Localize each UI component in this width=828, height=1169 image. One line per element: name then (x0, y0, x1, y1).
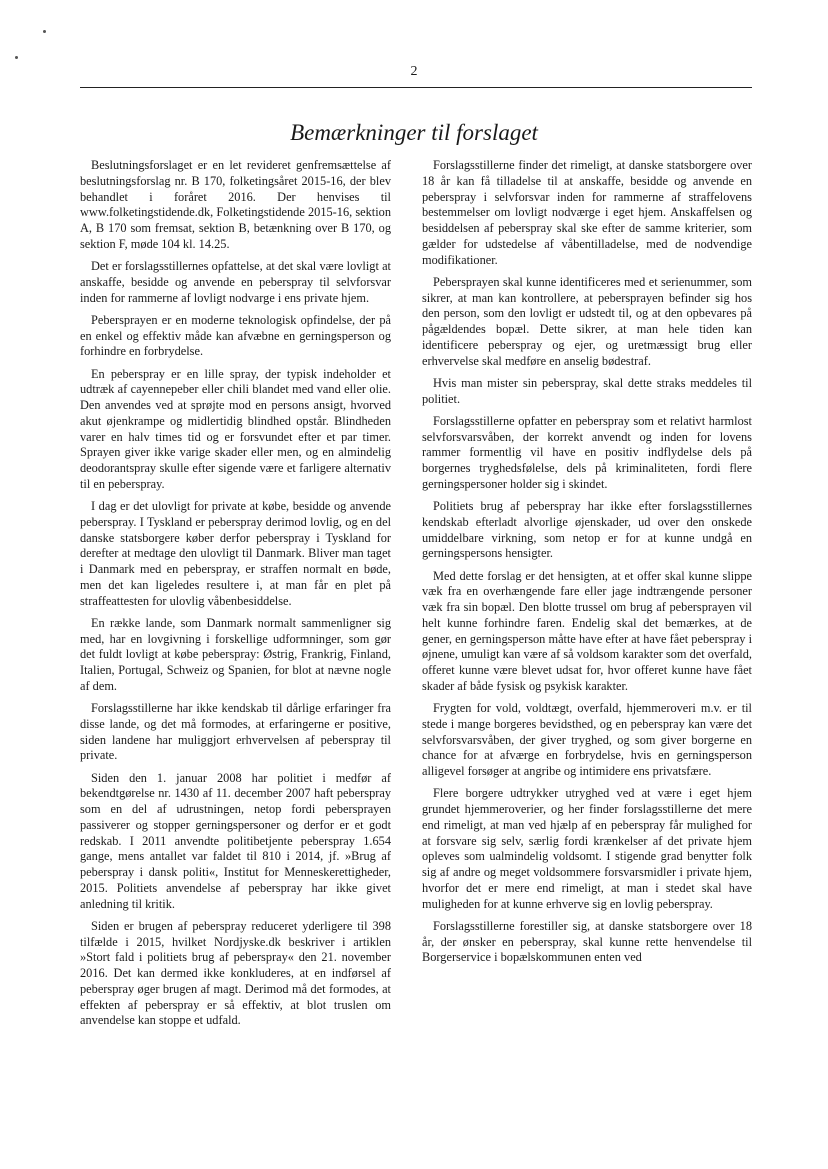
left-column (80, 158, 391, 1036)
paragraph: Siden den 1. januar 2008 har politiet i medfør af bekendtgørelse nr. 1430 af 11. december 2007 haft peberspray som en del af udrustningen, netop fordi pebersprayen passiverer og stopper gerningspersoner og derfor er et godt redskab. I 2011 anvendte politibetjente peberspray 1.654 gange, mens antallet var faldet til 810 i 2014, jf. »Brug af peberspray i dansk politi«, Institut for Menneskerettigheder, 2015. Politiets anvendelse af peberspray har ikke givet anledning til kritik. (80, 770, 391, 911)
paragraph: Forslagsstillerne har ikke kendskab til dårlige erfaringer fra disse lande, og det må formodes, at erfaringerne er positive, siden landene har muliggjort erhvervelsen af peberspray til private. (80, 701, 391, 763)
scan-speck (43, 30, 46, 33)
header-rule (80, 87, 752, 88)
right-column (422, 158, 752, 973)
paragraph: Flere borgere udtrykker utryghed ved at være i eget hjem grundet hjemmeroverier, og her finder forslagsstillerne det mere end rimeligt, at man ved hjælp af en peberspray får mulighed for at forsvare sig selv, særlig fordi krænkelser af det private hjem opleves som ualmindelig voldsomt. I stigende grad benytter folk sig af andre og meget voldsommere forsvarsmidler i private hjem, hvorfor det er mere end rimeligt, at man i stedet skal have muligheden for at kunne erhverve sig en lovlig peberspray. (422, 786, 752, 911)
paragraph: Med dette forslag er det hensigten, at et offer skal kunne slippe væk fra en overhængende fare eller jage indtrængende personer væk fra sin bopæl. Den blotte trussel om brug af pebersprayen vil helt kunne forhindre faren. Endelig skal det bemærkes, at de gener, en gerningsperson måtte have efter at have fået peberspray i øjnene, umuligt kan være af så voldsom karakter som det overfald, offeret kunne være blevet udsat for, hvor offeret kunne have fået skader af både fysisk og psykisk karakter. (422, 568, 752, 693)
paragraph: Forslagsstillerne finder det rimeligt, at danske statsborgere over 18 år kan få tilladelse til at anskaffe, besidde og anvende en peberspray i selvforsvar inden for rammerne af straffelovens bestemmelser om lovligt nodværge i eget hjem. Anskaffelsen og besiddelsen af peberspray skal ske efter de samme kriterier, som gælder for udstedelse af våbentilladelse, med de nodvendige modifikationer. (422, 158, 752, 267)
page-number: 2 (410, 64, 418, 79)
section-title: Bemærkninger til forslaget (290, 120, 538, 145)
paragraph: En række lande, som Danmark normalt sammenligner sig med, har en lovgivning i forskellige udformninger, som gør det fuldt lovligt at købe peberspray: Østrig, Frankrig, Finland, Italien, Portugal, Schweiz og Spanien, for blot at nævne nogle af dem. (80, 615, 391, 693)
paragraph: I dag er det ulovligt for private at købe, besidde og anvende peberspray. I Tyskland er peberspray derimod lovlig, og en del danske statsborgere køber derfor peberspray i Tyskland for derefter at medtage den ulovligt til Danmark. Bliver man taget i Danmark med en peberspray, er straffen normalt en bøde, men det kan ligeledes resultere i, at man får en plet på straffeattesten for ulovlig våbenbesiddelse. (80, 499, 391, 608)
paragraph: Beslutningsforslaget er en let revideret genfremsættelse af beslutningsforslag nr. B 170, folketingsåret 2015-16, der blev behandlet i foråret 2016. Der henvises til www.folketingstidende.dk, Folketingstidende 2015-16, sektion A, B 170 som fremsat, sektion B, betænkning over B 170, og sektion F, møde 104 kl. 14.25. (80, 158, 391, 251)
paragraph: Forslagsstillerne opfatter en peberspray som et relativt harmlost selvforsvarsvåben, der korrekt anvendt og inden for lovens rammer formentlig vil have en positiv indflydelse dels på borgernes tryghedsfølelse, dels på kriminaliteten, fordi flere gerningspersoner holder sig i skindet. (422, 413, 752, 491)
paragraph: Det er forslagsstillernes opfattelse, at det skal være lovligt at anskaffe, besidde og anvende en peberspray til selvforsvar inden for rammerne af lovligt nodvarge i ens private hjem. (80, 259, 391, 305)
paragraph: Pebersprayen er en moderne teknologisk opfindelse, der på en enkel og effektiv måde kan afvæbne en gerningsperson og forhindre en forbrydelse. (80, 312, 391, 359)
paragraph: Forslagsstillerne forestiller sig, at danske statsborgere over 18 år, der ønsker en peberspray, skal kunne rette henvendelse til Borgerservice i bopælskommunen enten ved (422, 918, 752, 965)
paragraph: Hvis man mister sin peberspray, skal dette straks meddeles til politiet. (422, 375, 752, 406)
paragraph: Siden er brugen af peberspray reduceret yderligere til 398 tilfælde i 2015, hvilket Nordjyske.dk beskriver i artiklen »Stort fald i politiets brug af peberspray« den 21. november 2016. Det kan dermed ikke konkluderes, at en indførsel af peberspray øger brugen af magt. Derimod må det formodes, at effekten af peberspray er så effektiv, at blot truslen om anvendelse kan stoppe et udfald. (80, 918, 391, 1028)
paragraph: Politiets brug af peberspray har ikke efter forslagsstillernes kendskab efterladt alvorlige øjenskader, ud over den onskede umiddelbare virkning, som netop er for at kunne undgå en gerningspersons hensigter. (422, 499, 752, 561)
paragraph: Frygten for vold, voldtægt, overfald, hjemmeroveri m.v. er til stede i mange borgeres bevidsthed, og en peberspray kan være det selvforsvarsvåben, der giver tryghed, og som giver borgerne en chance for at afværge en forbrydelse, hvis en gerningsperson alligevel forsøger at angribe og intimidere ens privatsfære. (422, 701, 752, 778)
paragraph: Pebersprayen skal kunne identificeres med et serienummer, som sikrer, at man kan kontrollere, at pebersprayen befinder sig hos den person, som den lovligt er udstedt til, og at den opbevares på pågældendes bopæl. Dette sikrer, at man hele tiden kan identificere peberspray og ejer, og uretmæssigt brug eller erhvervelse skal medføre en anselig bødestraf. (422, 274, 752, 368)
paragraph: En peberspray er en lille spray, der typisk indeholder et udtræk af cayennepeber eller chili blandet med vand eller olie. Den anvendes ved at sprøjte mod en persons ansigt, hvorved akut øjenkrampe og midlertidig blindhed opstår. Blindheden varer en halv times tid og er forsvundet efter et par timer. Sprayen giver ikke varige skader eller men, og en almindelig deodorantspray skulle efter sigende være et farligere alternativ til en peberspray. (80, 366, 391, 491)
scan-speck (15, 56, 18, 59)
